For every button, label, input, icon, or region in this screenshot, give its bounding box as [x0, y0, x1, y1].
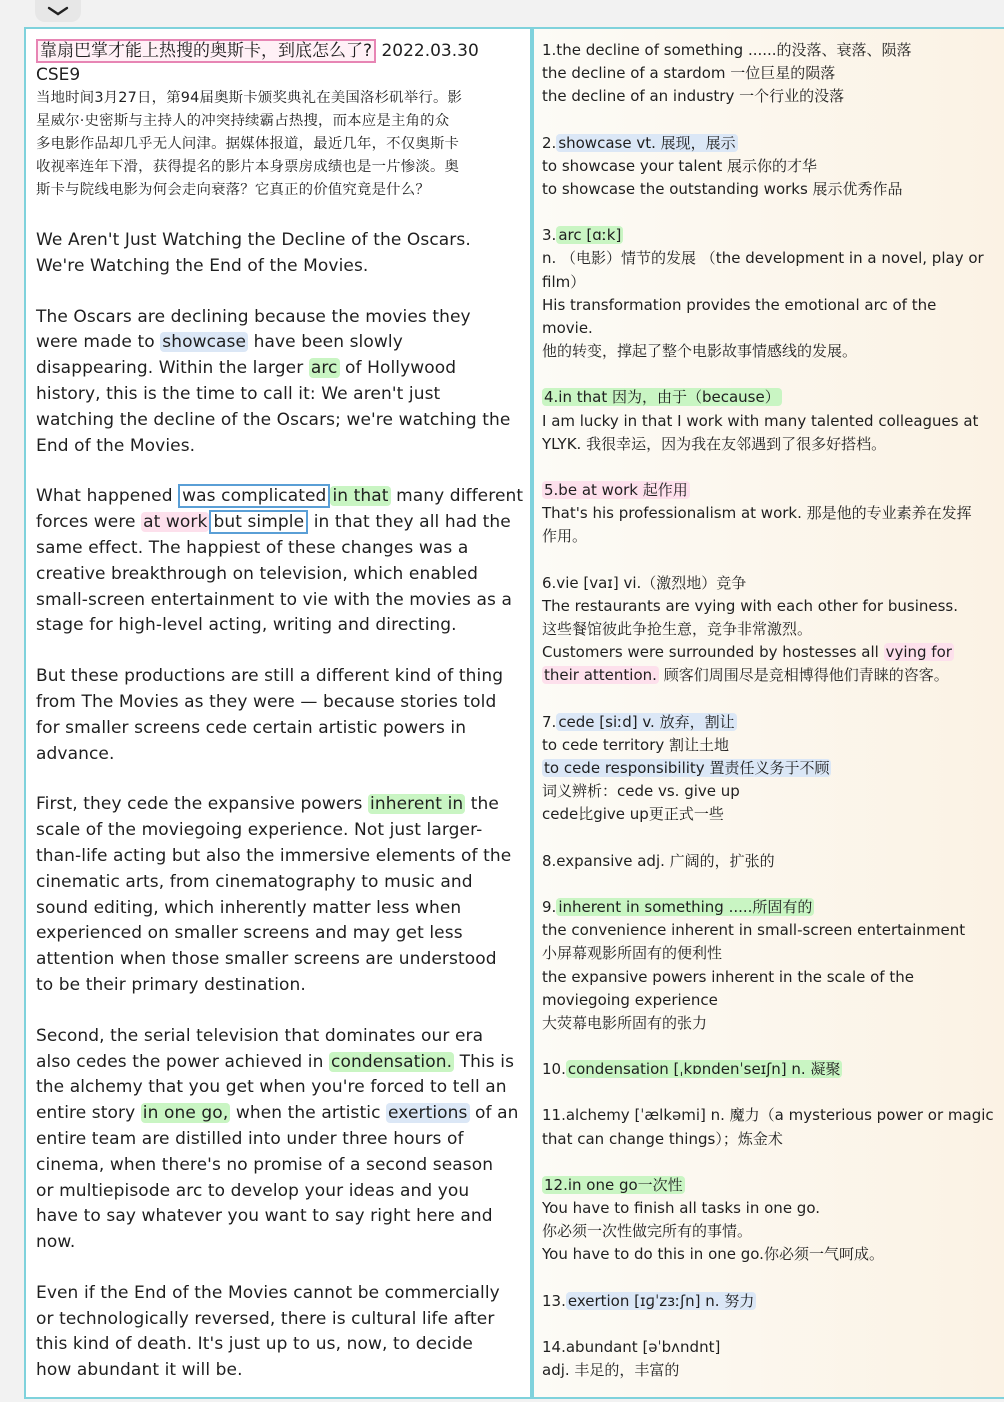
text-line: how abundant it will be. [36, 1360, 243, 1381]
article-title-line [36, 39, 526, 63]
text-line: the alchemy that you get when you're forced to tell an [36, 1077, 507, 1098]
text-line: small-screen entertainment to vie with the movies as a [36, 589, 512, 610]
vocab-line: to showcase your talent 展示你的才华 [542, 156, 817, 175]
paragraph-3 [36, 664, 526, 767]
text-line: have to say whatever you want to say right here and [36, 1206, 493, 1227]
highlight-inherent-in: inherent in [370, 794, 464, 815]
chinese-intro [36, 87, 526, 202]
intro-line: 收视率连年下滑，获得提名的影片本身票房成绩也是一片惨淡。奥 [36, 159, 460, 175]
vocab-line: The restaurants are vying with each other for business. [542, 596, 959, 615]
vocab-head-highlight: 12.in one go一次性 [544, 1175, 683, 1194]
paragraph-6 [36, 1281, 526, 1384]
article-date: 2022.03.30 [381, 41, 479, 61]
highlight-exertions: exertions [388, 1103, 468, 1124]
vocab-head: 13. exertion [ɪɡˈzɜːʃn] n. 努力 [542, 1291, 755, 1310]
text-line: entire story in one go, when the artistic exertions of an [36, 1103, 519, 1124]
text-line: End of the Movies. [36, 435, 196, 456]
vocab-line: 他的转变，撑起了整个电影故事情感线的发展。 [542, 342, 858, 361]
text-line: also cedes the power achieved in condensation. This is [36, 1051, 515, 1072]
vocab-line: the decline of an industry 一个行业的没落 [542, 87, 845, 106]
vocab-entry-8 [542, 850, 1004, 873]
vocab-line: Customers were surrounded by hostesses all vying for [542, 643, 952, 662]
vocab-line: film） [542, 272, 586, 291]
text-line: But these productions are still a different kind of thing [36, 666, 504, 687]
highlight-in-that: in that [332, 486, 389, 507]
vocab-entry-2 [542, 132, 1004, 202]
vocab-head [542, 386, 1004, 409]
vocab-line: their attention. 顾客们周围尽是竞相博得他们青睐的咨客。 [544, 666, 949, 685]
boxed-was-complicated: was complicated [178, 484, 330, 508]
vocab-line [542, 757, 1004, 780]
text-line: were made to showcase have been slowly [36, 332, 403, 353]
text-line: than-life acting but also the immersive elements of the [36, 845, 512, 866]
vocab-head: 2. showcase vt. 展现，展示 [542, 133, 736, 152]
vocab-line: to cede territory 割让土地 [542, 735, 730, 754]
vocab-head: 3. arc [ɑːk] [542, 226, 622, 245]
vocab-head-highlight: 4.in that 因为，由于（because） [544, 388, 780, 407]
vocab-line: that can change things）；炼金术 [542, 1129, 783, 1148]
vocab-head-highlight: showcase vt. 展现，展示 [558, 133, 736, 152]
vocab-line: 小屏幕观影所固有的便利性 [542, 944, 723, 963]
text-line: cinema, when there's no promise of a second season [36, 1154, 494, 1175]
vocab-line: 作用。 [542, 527, 588, 546]
vocab-entry-1 [542, 39, 1004, 109]
vocab-line: That's his professionalism at work. 那是他的专业素养在发挥 [542, 504, 972, 523]
vocab-entry-14 [542, 1336, 1004, 1382]
intro-line: 多电影作品却几乎无人问津。据媒体报道，最近几年，不仅奥斯卡 [36, 136, 460, 152]
text-line: stage for high-level acting, writing and directing. [36, 615, 457, 636]
vocab-head-highlight: arc [ɑːk] [558, 226, 622, 245]
highlight-vying-for: vying for [885, 643, 952, 662]
text-line: or technologically reversed, there is cultural life after [36, 1308, 495, 1329]
vocab-line: 你必须一次性做完所有的事情。 [542, 1222, 753, 1241]
text-line: advance. [36, 743, 115, 764]
text-line: What happened was complicated in that many different [36, 486, 524, 507]
highlight-arc: arc [310, 358, 338, 379]
vocab-entry-11 [542, 1104, 1004, 1150]
vocab-head: 6.vie [vaɪ] vi.（激烈地）竞争 [542, 573, 747, 592]
text-line: attention when those smaller screens are understood [36, 949, 497, 970]
vocab-entry-10 [542, 1058, 1004, 1081]
vocab-head: 7. cede [siːd] v. 放弃，割让 [542, 712, 735, 731]
vocab-line: His transformation provides the emotional arc of the [542, 295, 937, 314]
paragraph-4 [36, 792, 526, 998]
vocab-head-highlight: 5.be at work 起作用 [544, 481, 688, 500]
paragraph-5 [36, 1024, 526, 1256]
vocab-line: 1.the decline of something ......的没落、衰落、陨落 [542, 41, 912, 59]
text-line: history, this is the time to call it: We aren't just [36, 383, 441, 404]
article-title: 靠扇巴掌才能上热搜的奥斯卡，到底怎么了? [36, 39, 376, 63]
intro-line: 当地时间3月27日，第94届奥斯卡颁奖典礼在美国洛杉矶举行。影 [36, 90, 463, 106]
vocab-line: You have to do this in one go.你必须一气呵成。 [542, 1245, 884, 1264]
highlight-showcase: showcase [162, 332, 247, 353]
vocab-line: the convenience inherent in small-screen entertainment [542, 921, 966, 940]
vocab-line: adj. 丰足的，丰富的 [542, 1360, 680, 1379]
text-line: this kind of death. It's just up to us, now, to decide [36, 1334, 473, 1355]
text-line: scale of the moviegoing experience. Not just larger- [36, 820, 483, 841]
vocab-line: 这些餐馆彼此争抢生意，竞争非常激烈。 [542, 620, 813, 639]
vocab-entry-7 [542, 711, 1004, 827]
text-line: from The Movies as they were — because stories told [36, 691, 497, 712]
vocab-entry-6 [542, 572, 1004, 688]
text-line: First, they cede the expansive powers inherent in the [36, 794, 499, 815]
vocab-entry-3 [542, 224, 1004, 363]
vocab-entry-13 [542, 1290, 1004, 1313]
vocab-head-highlight: condensation [ˌkɒndenˈseɪʃn] n. 凝聚 [567, 1060, 841, 1079]
highlight-in-one-go: in one go, [142, 1103, 229, 1124]
vocab-head: 10. condensation [ˌkɒndenˈseɪʃn] n. 凝聚 [542, 1060, 841, 1079]
vocab-head-highlight: cede [siːd] v. 放弃，割让 [558, 712, 735, 731]
vocab-line: movie. [542, 319, 593, 338]
vocab-line: moviegoing experience [542, 990, 718, 1009]
text-line: sound editing, which inherently matter less when [36, 897, 462, 918]
chevron-down-icon [47, 6, 69, 16]
heading-line: We Aren't Just Watching the Decline of the Oscars. [36, 230, 471, 250]
vocab-head [542, 479, 1004, 502]
highlight-cede-responsibility: to cede responsibility 置责任义务于不顾 [544, 759, 830, 778]
text-line: creative breakthrough on television, which enabled [36, 563, 479, 584]
article-panel [24, 27, 532, 1399]
vocab-entry-9 [542, 896, 1004, 1035]
highlight-their-attention: their attention. [544, 666, 657, 685]
text-line: for smaller screens cede certain artistic powers in [36, 717, 467, 738]
text-line: cinematic arts, from cinematography to music and [36, 871, 473, 892]
vocab-entry-12 [542, 1174, 1004, 1267]
vocab-line: cede比give up更正式一些 [542, 805, 724, 824]
text-line: forces were at work but simple in that they all had the [36, 512, 511, 533]
boxed-but-simple: but simple [209, 510, 308, 534]
text-line: entire team are distilled into under three hours of [36, 1128, 464, 1149]
highlight-at-work: at work [143, 512, 208, 533]
intro-line: 斯卡与院线电影为何会走向衰落？它真正的价值究竟是什么？ [36, 182, 430, 198]
paragraph-2 [36, 484, 526, 639]
article-heading [36, 228, 526, 280]
vocab-line: the decline of a stardom 一位巨星的陨落 [542, 64, 836, 83]
vocab-line: 大荧幕电影所固有的张力 [542, 1013, 708, 1032]
vocab-line: to showcase the outstanding works 展示优秀作品 [542, 180, 903, 199]
paragraph-1 [36, 305, 526, 460]
vocab-head-highlight: exertion [ɪɡˈzɜːʃn] n. 努力 [567, 1291, 755, 1310]
vocabulary-panel [532, 27, 1004, 1399]
text-line: or multiepisode arc to develop your ideas and you [36, 1180, 470, 1201]
intro-line: 星威尔·史密斯与主持人的冲突持续霸占热搜，而本应是主角的众 [36, 113, 450, 129]
heading-line: We're Watching the End of the Movies. [36, 255, 369, 276]
text-line: to be their primary destination. [36, 974, 306, 995]
vocab-line: I am lucky in that I work with many talented colleagues at [542, 411, 979, 430]
vocab-entry-4 [542, 386, 1004, 456]
vocab-line: n. （电影）情节的发展 （the development in a novel, play or [542, 249, 984, 268]
vocab-line: YLYK. 我很幸运，因为我在友邻遇到了很多好搭档。 [542, 434, 887, 453]
vocab-head: 8.expansive adj. 广阔的，扩张的 [542, 851, 775, 870]
vocab-line: 词义辨析：cede vs. give up [542, 782, 740, 801]
vocab-head: 14.abundant [əˈbʌndnt] [542, 1337, 721, 1356]
vocab-head [542, 1174, 1004, 1197]
text-line: now. [36, 1232, 76, 1253]
text-line: same effect. The happiest of these changes was a [36, 537, 469, 558]
vocab-line: You have to finish all tasks in one go. [542, 1198, 821, 1217]
highlight-condensation: condensation. [331, 1051, 453, 1072]
vocab-head: 9. inherent in something .....所固有的 [542, 897, 813, 916]
vocab-entry-5 [542, 479, 1004, 549]
text-line: experienced on smaller screens and may get less [36, 923, 463, 944]
text-line: disappearing. Within the larger arc of Hollywood [36, 358, 457, 379]
text-line: Even if the End of the Movies cannot be commercially [36, 1282, 500, 1303]
vocab-line: the expansive powers inherent in the scale of the [542, 967, 914, 986]
article-code: CSE9 [36, 65, 81, 85]
text-line: Second, the serial television that dominates our era [36, 1025, 484, 1046]
collapse-toggle[interactable] [35, 0, 81, 22]
text-line: watching the decline of the Oscars; we're watching the [36, 409, 511, 430]
vocab-head: 11.alchemy [ˈælkəmi] n. 魔力（a mysterious power or magic [542, 1106, 994, 1125]
text-line: The Oscars are declining because the movies they [36, 306, 471, 327]
vocab-head-highlight: inherent in something .....所固有的 [558, 897, 813, 916]
